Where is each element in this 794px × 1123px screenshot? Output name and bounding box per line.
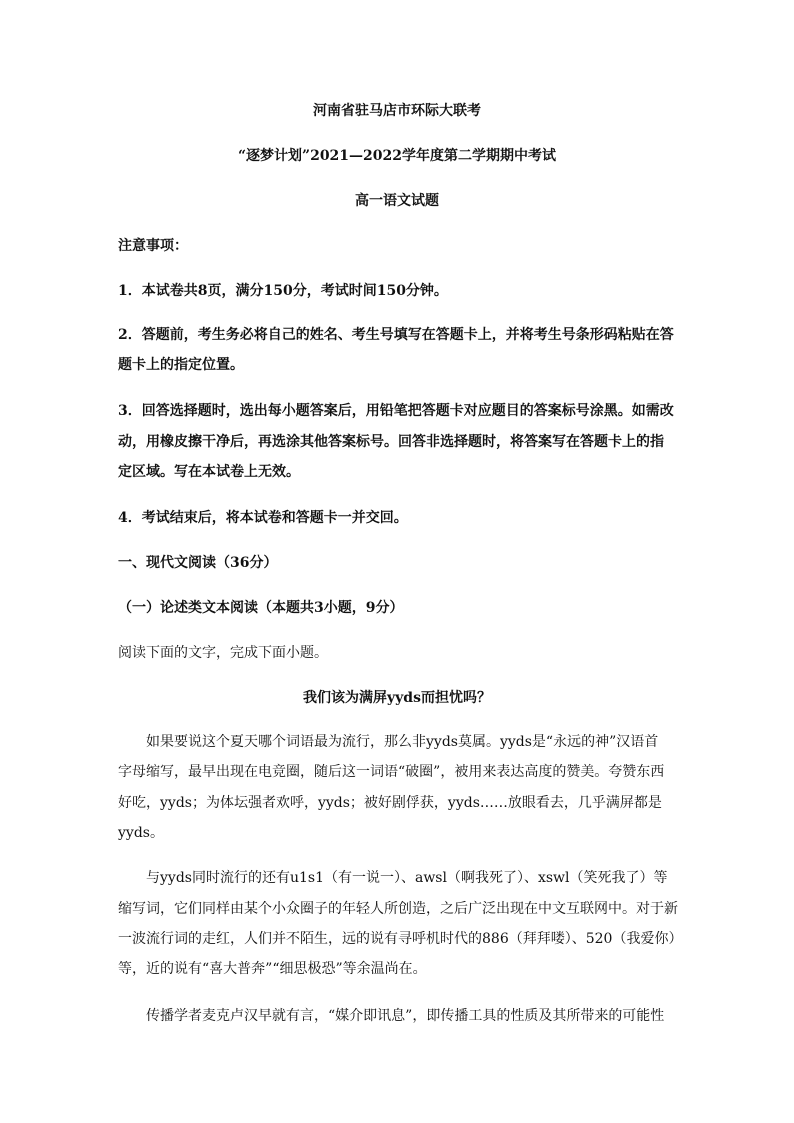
article-paragraph-2-line-2: 缩写词，它们同样由某个小众圈子的年轻人所创造，之后广泛出现在中文互联网中。对于新	[118, 901, 678, 917]
article-paragraph-2-line-4: 等，近的说有“喜大普奔”“细思极恐”等余温尚在。	[118, 961, 427, 977]
notes-item-3-line-2: 动，用橡皮擦干净后，再选涂其他答案标号。回答非选择题时，将答案写在答题卡上的指	[118, 434, 664, 450]
notes-item-2-line-2: 题卡上的指定位置。	[118, 357, 244, 373]
notes-item-1: 1．本试卷共8页，满分150分，考试时间150分钟。	[118, 283, 448, 299]
article-title: 我们该为满屏yyds而担忧吗？	[303, 690, 491, 706]
section-instruction: 阅读下面的文字，完成下面小题。	[118, 645, 328, 661]
article-paragraph-1-line-2: 字母缩写，最早出现在电竞圈，随后这一词语“破圈”，被用来表达高度的赞美。夸赞东西	[118, 764, 665, 780]
exam-title-subject: 高一语文试题	[355, 193, 439, 209]
article-paragraph-1-line-4: yyds。	[118, 825, 164, 841]
notes-item-2-line-1: 2．答题前，考生务必将自己的姓名、考生号填写在答题卡上，并将考生号条形码粘贴在答	[118, 327, 674, 343]
article-paragraph-3-line-1: 传播学者麦克卢汉早就有言，“媒介即讯息”，即传播工具的性质及其所带来的可能性	[146, 1008, 665, 1024]
article-paragraph-2-line-3: 一波流行词的走红，人们并不陌生，远的说有寻呼机时代的886（拜拜喽）、520（我爱你）	[118, 931, 683, 947]
section-heading: 一、现代文阅读（36分）	[118, 555, 278, 571]
exam-title-region: 河南省驻马店市环际大联考	[313, 103, 481, 119]
article-paragraph-2-line-1: 与yyds同时流行的还有u1s1（有一说一）、awsl（啊我死了）、xswl（笑死我了）等	[146, 870, 668, 886]
notes-item-4: 4．考试结束后，将本试卷和答题卡一并交回。	[118, 510, 408, 526]
section-subheading: （一）论述类文本阅读（本题共3小题，9分）	[118, 600, 404, 616]
article-paragraph-1-line-1: 如果要说这个夏天哪个词语最为流行，那么非yyds莫属。yyds是“永远的神”汉语首	[146, 734, 659, 750]
notes-item-3-line-1: 3．回答选择题时，选出每小题答案后，用铅笔把答题卡对应题目的答案标号涂黑。如需改	[118, 403, 674, 419]
exam-title-term: “逐梦计划”2021—2022学年度第二学期期中考试	[237, 148, 557, 164]
notes-item-3-line-3: 定区域。写在本试卷上无效。	[118, 464, 300, 480]
notes-heading: 注意事项：	[118, 238, 188, 254]
article-paragraph-1-line-3: 好吃，yyds；为体坛强者欢呼，yyds；被好剧俘获，yyds……放眼看去，几乎满屏都是	[118, 795, 662, 811]
